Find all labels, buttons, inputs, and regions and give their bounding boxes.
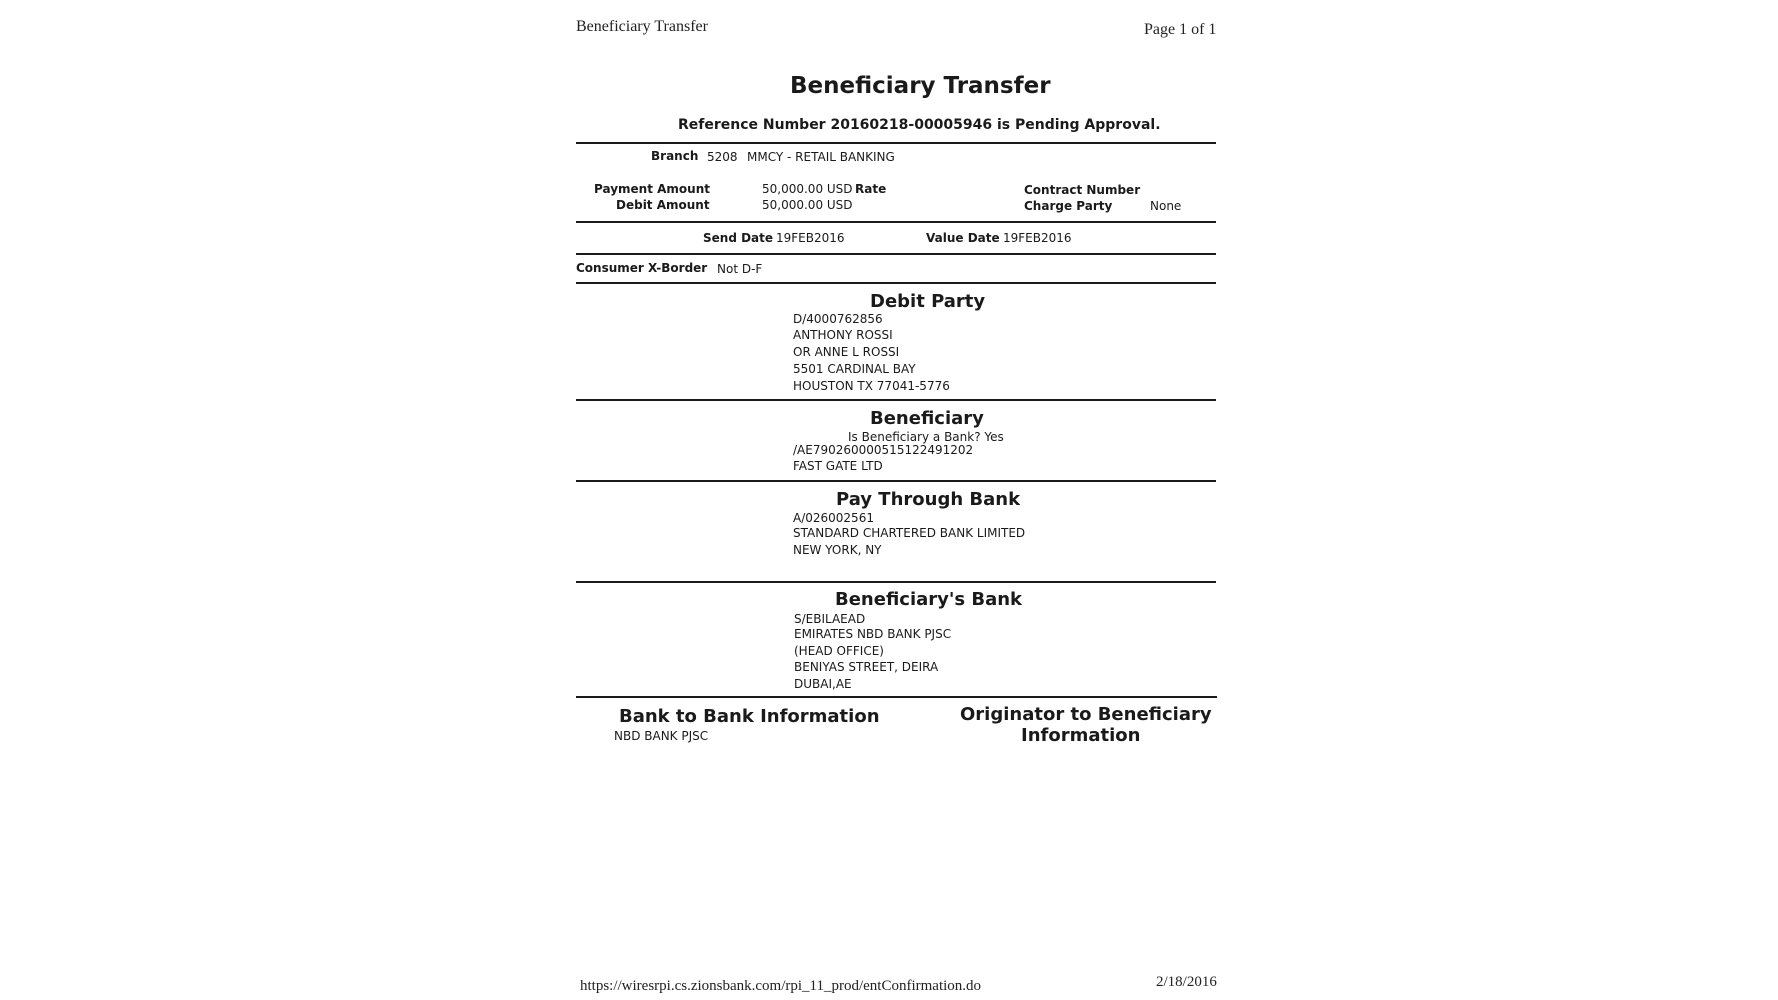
originator-title-line2: Information xyxy=(1021,725,1141,746)
beneficiary-bank-title: Beneficiary's Bank xyxy=(835,589,1023,610)
send-date-label: Send Date xyxy=(703,231,774,245)
rate-label: Rate xyxy=(855,182,887,196)
debit-party-line: D/4000762856 xyxy=(793,312,883,326)
debit-party-title: Debit Party xyxy=(870,291,986,312)
pay-through-line: A/026002561 xyxy=(793,511,874,525)
footer-url: https://wiresrpi.cs.zionsbank.com/rpi_11_prod/entConfirmation.do xyxy=(580,978,982,994)
bank-to-bank-title: Bank to Bank Information xyxy=(619,706,880,727)
divider xyxy=(576,480,1216,482)
debit-party-line: ANTHONY ROSSI xyxy=(793,328,893,342)
branch-label: Branch xyxy=(651,149,699,163)
divider xyxy=(576,399,1216,401)
divider xyxy=(576,142,1216,144)
header-page-number: Page 1 of 1 xyxy=(1144,21,1217,38)
beneficiary-bank-line: EMIRATES NBD BANK PJSC xyxy=(794,627,952,641)
beneficiary-bank-line: DUBAI,AE xyxy=(794,677,852,691)
payment-amount-value: 50,000.00 USD xyxy=(762,182,853,196)
footer-date: 2/18/2016 xyxy=(1156,974,1217,990)
document-page xyxy=(508,0,1770,1000)
charge-party-label: Charge Party xyxy=(1024,199,1113,213)
value-date-value: 19FEB2016 xyxy=(1003,231,1072,245)
reference-status: Reference Number 20160218-00005946 is Pending Approval. xyxy=(678,117,1161,133)
debit-amount-label: Debit Amount xyxy=(616,198,710,212)
send-date-value: 19FEB2016 xyxy=(776,231,845,245)
divider xyxy=(576,696,1217,698)
pay-through-line: NEW YORK, NY xyxy=(793,543,882,557)
charge-party-value: None xyxy=(1150,199,1182,213)
bank-to-bank-value: NBD BANK PJSC xyxy=(614,729,709,743)
debit-party-line: OR ANNE L ROSSI xyxy=(793,345,900,359)
debit-party-line: 5501 CARDINAL BAY xyxy=(793,362,916,376)
divider xyxy=(576,282,1216,284)
contract-number-label: Contract Number xyxy=(1024,183,1141,197)
debit-amount-value: 50,000.00 USD xyxy=(762,198,853,212)
pay-through-line: STANDARD CHARTERED BANK LIMITED xyxy=(793,526,1026,540)
beneficiary-is-bank: Is Beneficiary a Bank? Yes xyxy=(848,430,1004,444)
consumer-xborder-label: Consumer X-Border xyxy=(576,261,708,275)
branch-code: 5208 xyxy=(707,150,738,164)
pay-through-bank-title: Pay Through Bank xyxy=(836,489,1021,510)
payment-amount-label: Payment Amount xyxy=(594,182,710,196)
value-date-label: Value Date xyxy=(926,231,1000,245)
beneficiary-title: Beneficiary xyxy=(870,408,984,429)
divider xyxy=(576,581,1216,583)
document-title: Beneficiary Transfer xyxy=(790,73,1051,99)
divider xyxy=(576,221,1216,223)
consumer-xborder-value: Not D-F xyxy=(717,262,763,276)
beneficiary-line: FAST GATE LTD xyxy=(793,459,883,473)
beneficiary-line: /AE790260000515122491202 xyxy=(793,443,974,457)
beneficiary-bank-line: (HEAD OFFICE) xyxy=(794,644,884,658)
originator-title-line1: Originator to Beneficiary xyxy=(960,704,1212,725)
branch-name: MMCY - RETAIL BANKING xyxy=(747,150,895,164)
beneficiary-bank-line: BENIYAS STREET, DEIRA xyxy=(794,660,939,674)
beneficiary-bank-line: S/EBILAEAD xyxy=(794,612,866,626)
divider xyxy=(576,253,1216,255)
debit-party-line: HOUSTON TX 77041-5776 xyxy=(793,379,950,393)
header-doc-label: Beneficiary Transfer xyxy=(576,18,708,35)
